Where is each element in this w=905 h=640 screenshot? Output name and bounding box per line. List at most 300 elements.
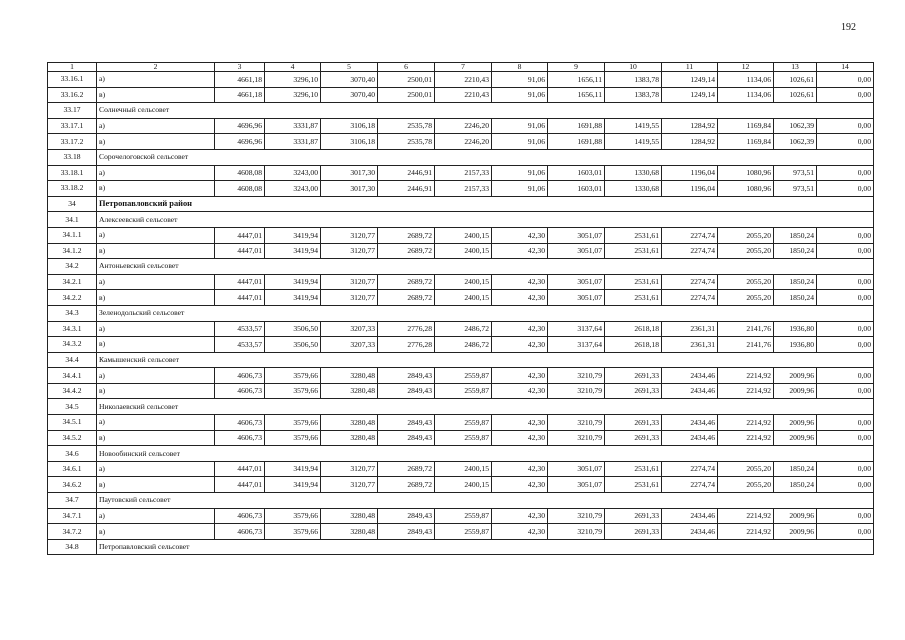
value-cell: 42,30 xyxy=(492,274,548,290)
value-cell: 1850,24 xyxy=(774,243,817,259)
value-cell: 2157,33 xyxy=(435,165,492,181)
value-cell: 2400,15 xyxy=(435,477,492,493)
value-cell: 2055,20 xyxy=(718,274,774,290)
section-row xyxy=(48,259,874,275)
value-cell: 4447,01 xyxy=(215,243,265,259)
value-cell: 0,00 xyxy=(817,461,874,477)
value-cell: 1419,55 xyxy=(605,134,662,150)
value-cell: 2141,76 xyxy=(718,337,774,353)
table-row xyxy=(48,430,874,446)
value-cell: 1026,61 xyxy=(774,87,817,103)
value-cell: 2849,43 xyxy=(378,430,435,446)
column-number: 9 xyxy=(548,63,605,72)
value-cell: 2055,20 xyxy=(718,477,774,493)
row-filler xyxy=(215,305,874,321)
value-cell: 1850,24 xyxy=(774,461,817,477)
table-row xyxy=(48,72,874,88)
table-row xyxy=(48,290,874,306)
row-name: а) xyxy=(97,508,215,524)
value-cell: 2214,92 xyxy=(718,368,774,384)
value-cell: 2214,92 xyxy=(718,383,774,399)
value-cell: 3280,48 xyxy=(321,383,378,399)
column-number-row xyxy=(48,63,874,72)
value-cell: 2214,92 xyxy=(718,415,774,431)
value-cell: 2691,33 xyxy=(605,524,662,540)
value-cell: 3280,48 xyxy=(321,508,378,524)
value-cell: 2559,87 xyxy=(435,508,492,524)
value-cell: 2535,78 xyxy=(378,118,435,134)
value-cell: 3579,66 xyxy=(265,368,321,384)
table-row xyxy=(48,524,874,540)
value-cell: 1284,92 xyxy=(662,134,718,150)
value-cell: 2531,61 xyxy=(605,290,662,306)
row-code: 34.2 xyxy=(48,259,97,275)
value-cell: 2009,96 xyxy=(774,430,817,446)
value-cell: 91,06 xyxy=(492,87,548,103)
value-cell: 0,00 xyxy=(817,477,874,493)
row-code: 34.5.1 xyxy=(48,415,97,431)
row-code: 34.2.2 xyxy=(48,290,97,306)
value-cell: 42,30 xyxy=(492,477,548,493)
value-cell: 2274,74 xyxy=(662,227,718,243)
section-row xyxy=(48,305,874,321)
value-cell: 2009,96 xyxy=(774,524,817,540)
value-cell: 2400,15 xyxy=(435,227,492,243)
value-cell: 3243,00 xyxy=(265,165,321,181)
value-cell: 3106,18 xyxy=(321,118,378,134)
value-cell: 0,00 xyxy=(817,118,874,134)
value-cell: 3579,66 xyxy=(265,508,321,524)
value-cell: 4606,73 xyxy=(215,415,265,431)
row-filler xyxy=(215,539,874,555)
value-cell: 2055,20 xyxy=(718,461,774,477)
row-name: а) xyxy=(97,321,215,337)
value-cell: 1850,24 xyxy=(774,274,817,290)
value-cell: 4447,01 xyxy=(215,477,265,493)
row-name: в) xyxy=(97,524,215,540)
value-cell: 3579,66 xyxy=(265,430,321,446)
table-body xyxy=(48,63,874,555)
row-name: Антоньевский сельсовет xyxy=(97,259,215,275)
table-row xyxy=(48,461,874,477)
value-cell: 2400,15 xyxy=(435,461,492,477)
value-cell: 0,00 xyxy=(817,415,874,431)
value-cell: 42,30 xyxy=(492,430,548,446)
section-row xyxy=(48,399,874,415)
value-cell: 3280,48 xyxy=(321,430,378,446)
row-filler xyxy=(215,149,874,165)
value-cell: 0,00 xyxy=(817,430,874,446)
section-row xyxy=(48,539,874,555)
value-cell: 2618,18 xyxy=(605,337,662,353)
value-cell: 3137,64 xyxy=(548,321,605,337)
value-cell: 3419,94 xyxy=(265,274,321,290)
value-cell: 1169,84 xyxy=(718,118,774,134)
row-code: 34.7.2 xyxy=(48,524,97,540)
value-cell: 3106,18 xyxy=(321,134,378,150)
value-cell: 3210,79 xyxy=(548,430,605,446)
value-cell: 1603,01 xyxy=(548,181,605,197)
value-cell: 4608,08 xyxy=(215,181,265,197)
value-cell: 3051,07 xyxy=(548,290,605,306)
table-row xyxy=(48,321,874,337)
row-name: в) xyxy=(97,243,215,259)
value-cell: 4533,57 xyxy=(215,321,265,337)
value-cell: 91,06 xyxy=(492,181,548,197)
row-code: 33.16.2 xyxy=(48,87,97,103)
row-code: 34.3.2 xyxy=(48,337,97,353)
value-cell: 2531,61 xyxy=(605,461,662,477)
row-filler xyxy=(215,352,874,368)
value-cell: 42,30 xyxy=(492,508,548,524)
row-code: 33.18 xyxy=(48,149,97,165)
row-code: 34.2.1 xyxy=(48,274,97,290)
row-code: 33.17.1 xyxy=(48,118,97,134)
value-cell: 3419,94 xyxy=(265,227,321,243)
value-cell: 2691,33 xyxy=(605,415,662,431)
section-row xyxy=(48,493,874,509)
value-cell: 2849,43 xyxy=(378,524,435,540)
value-cell: 91,06 xyxy=(492,118,548,134)
row-name: а) xyxy=(97,415,215,431)
row-name: в) xyxy=(97,181,215,197)
value-cell: 42,30 xyxy=(492,243,548,259)
value-cell: 1134,06 xyxy=(718,72,774,88)
value-cell: 3120,77 xyxy=(321,290,378,306)
value-cell: 2486,72 xyxy=(435,337,492,353)
value-cell: 3419,94 xyxy=(265,461,321,477)
value-cell: 1249,14 xyxy=(662,87,718,103)
value-cell: 4696,96 xyxy=(215,134,265,150)
column-number: 3 xyxy=(215,63,265,72)
column-number: 5 xyxy=(321,63,378,72)
value-cell: 2559,87 xyxy=(435,430,492,446)
table-row xyxy=(48,165,874,181)
value-cell: 0,00 xyxy=(817,165,874,181)
column-number: 11 xyxy=(662,63,718,72)
value-cell: 973,51 xyxy=(774,165,817,181)
value-cell: 1691,88 xyxy=(548,118,605,134)
value-cell: 2434,46 xyxy=(662,524,718,540)
table-row xyxy=(48,181,874,197)
value-cell: 3579,66 xyxy=(265,383,321,399)
column-number: 2 xyxy=(97,63,215,72)
value-cell: 3210,79 xyxy=(548,415,605,431)
value-cell: 2691,33 xyxy=(605,430,662,446)
value-cell: 2210,43 xyxy=(435,87,492,103)
column-number: 10 xyxy=(605,63,662,72)
column-number: 7 xyxy=(435,63,492,72)
value-cell: 42,30 xyxy=(492,227,548,243)
value-cell: 2531,61 xyxy=(605,477,662,493)
value-cell: 3243,00 xyxy=(265,181,321,197)
value-cell: 3280,48 xyxy=(321,524,378,540)
value-cell: 42,30 xyxy=(492,368,548,384)
value-cell: 2531,61 xyxy=(605,274,662,290)
column-number: 12 xyxy=(718,63,774,72)
column-number: 1 xyxy=(48,63,97,72)
value-cell: 2689,72 xyxy=(378,477,435,493)
value-cell: 2849,43 xyxy=(378,383,435,399)
value-cell: 2559,87 xyxy=(435,368,492,384)
value-cell: 2009,96 xyxy=(774,508,817,524)
value-cell: 2618,18 xyxy=(605,321,662,337)
value-cell: 1196,04 xyxy=(662,165,718,181)
table-row xyxy=(48,368,874,384)
value-cell: 4533,57 xyxy=(215,337,265,353)
value-cell: 3280,48 xyxy=(321,415,378,431)
row-code: 34.7.1 xyxy=(48,508,97,524)
row-name: а) xyxy=(97,165,215,181)
value-cell: 2361,31 xyxy=(662,321,718,337)
value-cell: 2009,96 xyxy=(774,368,817,384)
value-cell: 1850,24 xyxy=(774,477,817,493)
value-cell: 3419,94 xyxy=(265,290,321,306)
value-cell: 1850,24 xyxy=(774,227,817,243)
value-cell: 3120,77 xyxy=(321,274,378,290)
value-cell: 2157,33 xyxy=(435,181,492,197)
section-row xyxy=(48,149,874,165)
value-cell: 2500,01 xyxy=(378,72,435,88)
value-cell: 2055,20 xyxy=(718,243,774,259)
row-code: 33.17 xyxy=(48,103,97,119)
row-code: 33.18.2 xyxy=(48,181,97,197)
value-cell: 3579,66 xyxy=(265,415,321,431)
value-cell: 3051,07 xyxy=(548,274,605,290)
value-cell: 42,30 xyxy=(492,415,548,431)
row-name: Петропавловский район xyxy=(97,196,215,212)
district-row xyxy=(48,196,874,212)
value-cell: 0,00 xyxy=(817,290,874,306)
value-cell: 1383,78 xyxy=(605,87,662,103)
row-filler xyxy=(215,196,874,212)
value-cell: 2559,87 xyxy=(435,383,492,399)
value-cell: 91,06 xyxy=(492,165,548,181)
row-code: 34.4.2 xyxy=(48,383,97,399)
row-code: 34.1.1 xyxy=(48,227,97,243)
value-cell: 1383,78 xyxy=(605,72,662,88)
row-name: в) xyxy=(97,430,215,446)
value-cell: 42,30 xyxy=(492,321,548,337)
row-code: 34 xyxy=(48,196,97,212)
row-code: 33.16.1 xyxy=(48,72,97,88)
value-cell: 1936,80 xyxy=(774,321,817,337)
value-cell: 4606,73 xyxy=(215,430,265,446)
table-row xyxy=(48,337,874,353)
row-name: в) xyxy=(97,383,215,399)
value-cell: 4447,01 xyxy=(215,274,265,290)
value-cell: 2400,15 xyxy=(435,243,492,259)
value-cell: 2446,91 xyxy=(378,181,435,197)
row-name: Камышенский сельсовет xyxy=(97,352,215,368)
value-cell: 2849,43 xyxy=(378,415,435,431)
value-cell: 1134,06 xyxy=(718,87,774,103)
value-cell: 4606,73 xyxy=(215,368,265,384)
value-cell: 2689,72 xyxy=(378,274,435,290)
value-cell: 2214,92 xyxy=(718,508,774,524)
value-cell: 0,00 xyxy=(817,368,874,384)
value-cell: 2434,46 xyxy=(662,430,718,446)
value-cell: 3579,66 xyxy=(265,524,321,540)
section-row xyxy=(48,352,874,368)
value-cell: 1284,92 xyxy=(662,118,718,134)
column-number: 14 xyxy=(817,63,874,72)
value-cell: 1850,24 xyxy=(774,290,817,306)
value-cell: 3296,10 xyxy=(265,72,321,88)
value-cell: 2691,33 xyxy=(605,508,662,524)
value-cell: 91,06 xyxy=(492,134,548,150)
value-cell: 3506,50 xyxy=(265,321,321,337)
row-code: 34.6.2 xyxy=(48,477,97,493)
value-cell: 2689,72 xyxy=(378,461,435,477)
row-filler xyxy=(215,446,874,462)
value-cell: 1419,55 xyxy=(605,118,662,134)
value-cell: 2055,20 xyxy=(718,290,774,306)
value-cell: 2141,76 xyxy=(718,321,774,337)
row-name: а) xyxy=(97,72,215,88)
value-cell: 3120,77 xyxy=(321,243,378,259)
row-name: а) xyxy=(97,461,215,477)
value-cell: 1603,01 xyxy=(548,165,605,181)
row-name: Алексеевский сельсовет xyxy=(97,212,215,228)
column-number: 4 xyxy=(265,63,321,72)
value-cell: 1080,96 xyxy=(718,181,774,197)
value-cell: 3331,87 xyxy=(265,118,321,134)
value-cell: 1062,39 xyxy=(774,134,817,150)
value-cell: 4696,96 xyxy=(215,118,265,134)
row-code: 34.3 xyxy=(48,305,97,321)
row-name: Новообинский сельсовет xyxy=(97,446,215,462)
value-cell: 3017,30 xyxy=(321,165,378,181)
value-cell: 1330,68 xyxy=(605,165,662,181)
value-cell: 4606,73 xyxy=(215,524,265,540)
value-cell: 4447,01 xyxy=(215,290,265,306)
value-cell: 3296,10 xyxy=(265,87,321,103)
column-number: 6 xyxy=(378,63,435,72)
table-row xyxy=(48,87,874,103)
value-cell: 3207,33 xyxy=(321,321,378,337)
table-row xyxy=(48,415,874,431)
row-filler xyxy=(215,399,874,415)
value-cell: 1936,80 xyxy=(774,337,817,353)
value-cell: 0,00 xyxy=(817,134,874,150)
value-cell: 3120,77 xyxy=(321,477,378,493)
value-cell: 1062,39 xyxy=(774,118,817,134)
value-cell: 2274,74 xyxy=(662,290,718,306)
row-name: в) xyxy=(97,87,215,103)
row-name: Паутовский сельсовет xyxy=(97,493,215,509)
value-cell: 3207,33 xyxy=(321,337,378,353)
row-code: 34.1 xyxy=(48,212,97,228)
value-cell: 2361,31 xyxy=(662,337,718,353)
table-row xyxy=(48,274,874,290)
value-cell: 2446,91 xyxy=(378,165,435,181)
value-cell: 1026,61 xyxy=(774,72,817,88)
value-cell: 2535,78 xyxy=(378,134,435,150)
row-name: а) xyxy=(97,227,215,243)
section-row xyxy=(48,103,874,119)
value-cell: 3506,50 xyxy=(265,337,321,353)
row-filler xyxy=(215,212,874,228)
value-cell: 2776,28 xyxy=(378,337,435,353)
row-name: в) xyxy=(97,337,215,353)
column-number: 8 xyxy=(492,63,548,72)
column-number: 13 xyxy=(774,63,817,72)
value-cell: 2691,33 xyxy=(605,368,662,384)
row-filler xyxy=(215,493,874,509)
row-code: 34.3.1 xyxy=(48,321,97,337)
value-cell: 4608,08 xyxy=(215,165,265,181)
value-cell: 1080,96 xyxy=(718,165,774,181)
value-cell: 973,51 xyxy=(774,181,817,197)
table-row xyxy=(48,508,874,524)
value-cell: 42,30 xyxy=(492,461,548,477)
value-cell: 2689,72 xyxy=(378,227,435,243)
value-cell: 3051,07 xyxy=(548,461,605,477)
row-code: 33.17.2 xyxy=(48,134,97,150)
value-cell: 2009,96 xyxy=(774,415,817,431)
row-name: в) xyxy=(97,477,215,493)
section-row xyxy=(48,446,874,462)
value-cell: 0,00 xyxy=(817,274,874,290)
value-cell: 0,00 xyxy=(817,383,874,399)
row-code: 34.8 xyxy=(48,539,97,555)
value-cell: 3210,79 xyxy=(548,524,605,540)
value-cell: 2434,46 xyxy=(662,415,718,431)
value-cell: 2500,01 xyxy=(378,87,435,103)
value-cell: 3210,79 xyxy=(548,368,605,384)
value-cell: 4606,73 xyxy=(215,508,265,524)
value-cell: 2400,15 xyxy=(435,290,492,306)
value-cell: 4606,73 xyxy=(215,383,265,399)
table-row xyxy=(48,243,874,259)
value-cell: 2214,92 xyxy=(718,430,774,446)
row-name: а) xyxy=(97,368,215,384)
value-cell: 1330,68 xyxy=(605,181,662,197)
value-cell: 2274,74 xyxy=(662,243,718,259)
row-code: 34.4.1 xyxy=(48,368,97,384)
value-cell: 0,00 xyxy=(817,181,874,197)
table-row xyxy=(48,134,874,150)
row-code: 33.18.1 xyxy=(48,165,97,181)
value-cell: 2274,74 xyxy=(662,461,718,477)
value-cell: 4661,18 xyxy=(215,87,265,103)
row-code: 34.5.2 xyxy=(48,430,97,446)
value-cell: 2689,72 xyxy=(378,290,435,306)
value-cell: 3331,87 xyxy=(265,134,321,150)
value-cell: 2689,72 xyxy=(378,243,435,259)
row-name: в) xyxy=(97,290,215,306)
row-filler xyxy=(215,103,874,119)
value-cell: 3051,07 xyxy=(548,477,605,493)
value-cell: 42,30 xyxy=(492,383,548,399)
value-cell: 91,06 xyxy=(492,72,548,88)
row-code: 34.5 xyxy=(48,399,97,415)
value-cell: 4447,01 xyxy=(215,227,265,243)
value-cell: 0,00 xyxy=(817,524,874,540)
value-cell: 2559,87 xyxy=(435,524,492,540)
row-code: 34.1.2 xyxy=(48,243,97,259)
value-cell: 2274,74 xyxy=(662,274,718,290)
value-cell: 1656,11 xyxy=(548,87,605,103)
value-cell: 4661,18 xyxy=(215,72,265,88)
value-cell: 0,00 xyxy=(817,321,874,337)
value-cell: 2009,96 xyxy=(774,383,817,399)
row-name: а) xyxy=(97,118,215,134)
value-cell: 2246,20 xyxy=(435,134,492,150)
value-cell: 2531,61 xyxy=(605,227,662,243)
value-cell: 2214,92 xyxy=(718,524,774,540)
